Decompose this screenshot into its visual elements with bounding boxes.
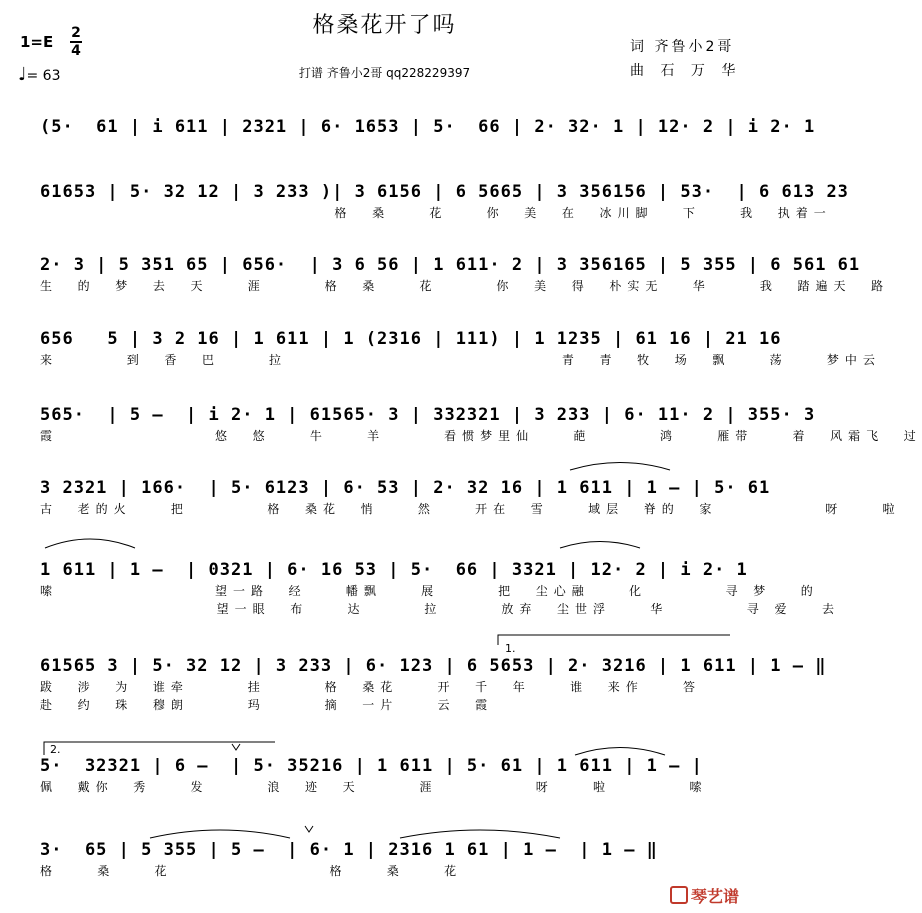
volta-2-label: 2.: [50, 743, 61, 756]
notation-line: 3 2321 | 166· | 5· 6123 | 6· 53 | 2· 32 16 | 1 611 | 1 — | 5· 61: [40, 478, 771, 498]
notation-line: 3· 65 | 5 355 | 5 — | 6· 1 | 2316 1 61 | 1 — | 1 — ‖: [40, 840, 658, 860]
lyric-line: 古 老的火 把 格 桑花 悄 然 开在 雪 域层 脊的 家 呀 啦: [40, 502, 901, 516]
lyric-line: 跋 涉 为 谁牵 挂 格 桑花 开 千 年 谁 来作 答: [40, 680, 701, 694]
volta-1-bracket: [498, 635, 730, 645]
lyric-line: 生 的 梦 去 天 涯 格 桑 花 你 美 得 朴实无 华 我 踏遍天 路: [40, 279, 890, 293]
watermark-icon: [670, 886, 688, 904]
time-signature-denominator: 4: [71, 43, 81, 59]
lyricist-credit: 词 齐鲁小2哥: [630, 39, 735, 55]
composer-credit: 曲 石 万 华: [630, 63, 742, 79]
notation-line: 565· | 5 — | i 2· 1 | 61565· 3 | 332321 | 3 233 | 6· 11· 2 | 355· 3: [40, 405, 816, 425]
lyric-line: 佩 戴你 秀 发 浪 迹 天 涯 呀 啦 嗦: [40, 780, 708, 794]
transcriber-credit: 打谱 齐鲁小2哥 qq228229397: [298, 66, 471, 80]
volta-2-bracket: [44, 742, 275, 755]
notation-line: 61653 | 5· 32 12 | 3 233 )| 3 6156 | 6 5665 | 3 356156 | 53· | 6 613 23: [40, 182, 849, 202]
quarter-note-icon: ♩: [18, 64, 27, 85]
notation-line: 656 5 | 3 2 16 | 1 611 | 1 (2316 | 111) | 1 1235 | 61 16 | 21 16: [40, 329, 782, 349]
breath-mark-icon: [232, 744, 240, 750]
notation-line: 1 611 | 1 — | 0321 | 6· 16 53 | 5· 66 | 3321 | 12· 2 | i 2· 1: [40, 560, 748, 580]
notation-line: 2· 3 | 5 351 65 | 656· | 3 6 56 | 1 611· 2 | 3 356165 | 5 355 | 6 561 61: [40, 255, 861, 275]
lyric-line: 霞 悠 悠 牛 羊 看惯梦里仙 葩 鸿 雁带 着 风霜飞 过: [40, 429, 922, 443]
notation-line: (5· 61 | i 611 | 2321 | 6· 1653 | 5· 66 | 2· 32· 1 | 12· 2 | i 2· 1: [40, 117, 816, 137]
lyric-line: 格 桑 花 格 桑 花: [40, 864, 463, 878]
notation-line: 61565 3 | 5· 32 12 | 3 233 | 6· 123 | 6 5653 | 2· 3216 | 1 611 | 1 — ‖: [40, 656, 827, 676]
tempo-value: = 63: [26, 68, 61, 84]
lyric-line: 望一眼 布 达 拉 放弃 尘世浮 华 寻 爱 去: [40, 602, 840, 616]
lyric-line: 格 桑 花 你 美 在 冰川脚 下 我 执着一: [40, 206, 832, 220]
time-signature-numerator: 2: [71, 25, 81, 41]
breath-mark-icon: [305, 826, 313, 832]
watermark-logo: 琴艺谱: [670, 884, 739, 907]
lyric-line: 赴 约 珠 穆朗 玛 摘 一片 云 霞: [40, 698, 494, 712]
lyric-line: 来 到 香 巴 拉 青 青 牧 场 飘 荡 梦中云: [40, 353, 881, 367]
notation-line: 5· 32321 | 6 — | 5· 35216 | 1 611 | 5· 61 | 1 611 | 1 — |: [40, 756, 703, 776]
song-title: 格桑花开了吗: [312, 13, 457, 38]
key-signature: 1=E: [20, 33, 54, 51]
lyric-line: 嗦 望一路 经 幡飘 展 把 尘心融 化 寻 梦 的: [40, 584, 819, 598]
volta-1-label: 1.: [505, 642, 516, 655]
